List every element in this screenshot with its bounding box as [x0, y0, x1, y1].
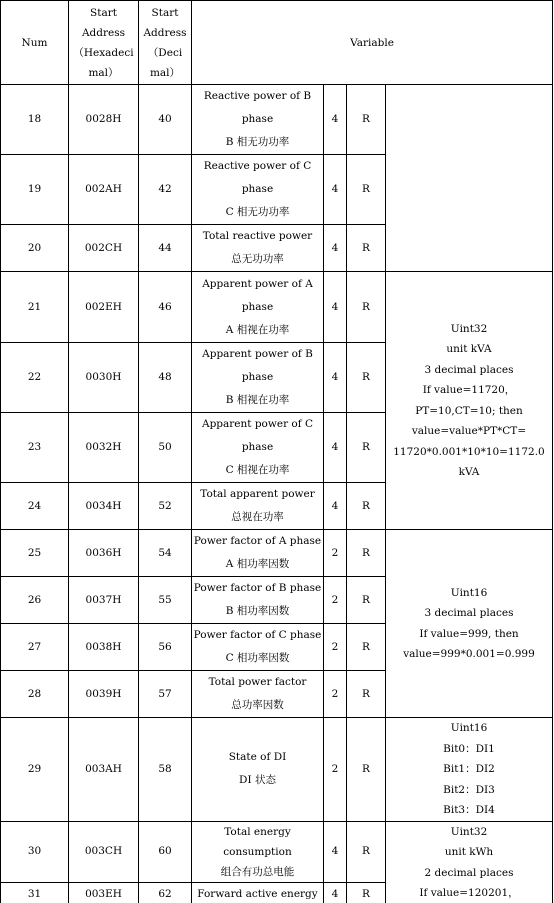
- row-dec-address: 50: [139, 413, 192, 483]
- row-hex-address: 0028H: [69, 85, 139, 155]
- notes-kva-cell: [386, 272, 553, 530]
- row-num: 18: [1, 85, 69, 155]
- name-line: A 相视在功率: [225, 323, 290, 336]
- table-row: [1, 821, 553, 882]
- row-num: 30: [1, 821, 69, 882]
- notes-empty-cell: [386, 85, 553, 272]
- table-row: [1, 85, 553, 155]
- row-num: 22: [1, 343, 69, 413]
- name-line: phase: [241, 113, 274, 125]
- row-length: 2: [324, 624, 347, 671]
- note-line: 3 decimal places: [424, 607, 514, 619]
- name-line: 总无功功率: [231, 253, 284, 265]
- header-dec-line: Address: [143, 26, 187, 39]
- name-line: Power factor of B phase: [193, 582, 322, 594]
- name-line: Power factor of C phase: [193, 629, 322, 641]
- row-dec-address: 48: [139, 343, 192, 413]
- row-hex-address: 0030H: [69, 343, 139, 413]
- name-line: 总功率因数: [231, 699, 284, 711]
- row-variable-name: [192, 530, 324, 577]
- name-line: phase: [241, 441, 274, 453]
- name-line: DI 状态: [239, 774, 276, 787]
- row-variable-name: [192, 821, 324, 882]
- row-access: R: [347, 821, 386, 882]
- header-dec-line: Start: [151, 6, 179, 19]
- name-line: Total reactive power: [202, 230, 313, 242]
- header-hex-line: Address: [81, 26, 126, 39]
- name-line: A 相功率因数: [225, 558, 290, 570]
- note-line: value=value*PT*CT=: [411, 425, 527, 437]
- row-num: 28: [1, 671, 69, 718]
- row-variable-name: [192, 718, 324, 822]
- row-dec-address: 46: [139, 272, 192, 343]
- header-variable: Variable: [192, 1, 553, 85]
- name-line: Reactive power of B: [203, 90, 312, 102]
- row-length: 2: [324, 530, 347, 577]
- row-variable-name: [192, 577, 324, 624]
- name-line: phase: [241, 300, 274, 313]
- name-line: Total apparent power: [200, 488, 315, 500]
- row-access: R: [347, 343, 386, 413]
- row-variable-name: [192, 272, 324, 343]
- notes-kwh-cell: [386, 821, 553, 903]
- name-line: Power factor of A phase: [193, 535, 322, 547]
- name-line: phase: [241, 183, 274, 195]
- note-line: unit kVA: [446, 343, 492, 355]
- row-hex-address: 003CH: [69, 821, 139, 882]
- row-num: 27: [1, 624, 69, 671]
- note-line: Bit2：DI3: [443, 783, 495, 796]
- name-line: Apparent power of A: [202, 277, 313, 290]
- row-dec-address: 52: [139, 483, 192, 530]
- row-dec-address: 54: [139, 530, 192, 577]
- row-dec-address: 40: [139, 85, 192, 155]
- name-line: C 相无功功率: [225, 206, 290, 218]
- name-line: Apparent power of B: [202, 348, 313, 360]
- row-hex-address: 003AH: [69, 718, 139, 822]
- row-dec-address: 60: [139, 821, 192, 882]
- row-num: 21: [1, 272, 69, 343]
- name-line: B 相无功功率: [225, 136, 290, 148]
- row-access: R: [347, 85, 386, 155]
- name-line: Total power factor: [208, 676, 307, 688]
- row-access: R: [347, 272, 386, 343]
- name-line: State of DI: [228, 751, 287, 764]
- note-line: Bit0：DI1: [443, 742, 495, 755]
- header-hex-line: mal）: [88, 66, 119, 79]
- name-line: 组合有功总电能: [220, 865, 295, 878]
- row-access: R: [347, 530, 386, 577]
- note-line: Uint32: [450, 825, 488, 838]
- note-line: value=999*0.001=0.999: [403, 648, 535, 660]
- name-line: Apparent power of C: [201, 418, 314, 430]
- row-access: R: [347, 155, 386, 225]
- row-variable-name: [192, 882, 324, 903]
- row-num: 24: [1, 483, 69, 530]
- row-length: 4: [324, 155, 347, 225]
- row-access: R: [347, 624, 386, 671]
- row-variable-name: [192, 413, 324, 483]
- table-row: [1, 272, 553, 343]
- row-dec-address: 62: [139, 882, 192, 903]
- row-hex-address: 0037H: [69, 577, 139, 624]
- row-variable-name: [192, 343, 324, 413]
- row-length: 2: [324, 718, 347, 822]
- row-access: R: [347, 577, 386, 624]
- row-access: R: [347, 225, 386, 272]
- row-dec-address: 56: [139, 624, 192, 671]
- row-hex-address: 0032H: [69, 413, 139, 483]
- header-start-address-hex: [69, 1, 139, 85]
- notes-power-factor-cell: [386, 530, 553, 718]
- header-dec-line: （Deci: [147, 46, 183, 59]
- name-line: B 相功率因数: [225, 605, 290, 617]
- row-hex-address: 0039H: [69, 671, 139, 718]
- note-line: 2 decimal places: [424, 866, 514, 879]
- name-line: 总视在功率: [231, 511, 284, 523]
- row-access: R: [347, 413, 386, 483]
- name-line: Forward active energy: [197, 888, 318, 900]
- row-num: 20: [1, 225, 69, 272]
- header-hex-line: （Hexadeci: [73, 46, 134, 59]
- note-line: PT=10,CT=10; then: [415, 404, 523, 417]
- table-row: [1, 530, 553, 577]
- row-dec-address: 55: [139, 577, 192, 624]
- note-line: Uint16: [450, 722, 488, 734]
- note-line: If value=11720，: [422, 384, 516, 396]
- name-line: Total energy: [224, 825, 291, 838]
- name-line: C 相功率因数: [225, 652, 290, 664]
- row-num: 25: [1, 530, 69, 577]
- row-dec-address: 42: [139, 155, 192, 225]
- row-length: 4: [324, 343, 347, 413]
- note-line: If value=120201，: [419, 887, 519, 899]
- row-length: 4: [324, 483, 347, 530]
- name-line: consumption: [223, 845, 292, 858]
- header-dec-line: mal）: [149, 66, 181, 79]
- header-start-address-dec: [139, 1, 192, 85]
- header-hex-line: Start: [90, 6, 117, 19]
- row-dec-address: 57: [139, 671, 192, 718]
- row-variable-name: [192, 155, 324, 225]
- row-variable-name: [192, 483, 324, 530]
- note-line: Uint16: [450, 586, 488, 599]
- table-row: [1, 718, 553, 822]
- row-num: 29: [1, 718, 69, 822]
- row-access: R: [347, 483, 386, 530]
- row-variable-name: [192, 671, 324, 718]
- row-length: 4: [324, 821, 347, 882]
- name-line: phase: [241, 371, 274, 383]
- row-num: 26: [1, 577, 69, 624]
- row-hex-address: 0036H: [69, 530, 139, 577]
- row-length: 4: [324, 225, 347, 272]
- row-variable-name: [192, 85, 324, 155]
- row-num: 19: [1, 155, 69, 225]
- row-length: 4: [324, 413, 347, 483]
- note-line: unit kWh: [444, 846, 494, 858]
- name-line: Reactive power of C: [203, 160, 312, 172]
- note-line: kVA: [458, 466, 480, 478]
- row-variable-name: [192, 225, 324, 272]
- row-access: R: [347, 882, 386, 903]
- row-hex-address: 0034H: [69, 483, 139, 530]
- notes-di-cell: [386, 718, 553, 822]
- row-hex-address: 002AH: [69, 155, 139, 225]
- note-line: Bit1：DI2: [443, 763, 495, 775]
- note-line: 11720*0.001*10*10=1172.0: [393, 445, 545, 458]
- row-hex-address: 002CH: [69, 225, 139, 272]
- row-hex-address: 002EH: [69, 272, 139, 343]
- row-dec-address: 58: [139, 718, 192, 822]
- note-line: 3 decimal places: [424, 363, 514, 376]
- row-hex-address: 003EH: [69, 882, 139, 903]
- row-length: 4: [324, 272, 347, 343]
- note-line: Uint32: [450, 322, 488, 335]
- note-line: Bit3：DI4: [443, 804, 495, 816]
- row-num: 31: [1, 882, 69, 903]
- name-line: C 相视在功率: [225, 464, 290, 476]
- row-variable-name: [192, 624, 324, 671]
- row-length: 2: [324, 671, 347, 718]
- row-length: 2: [324, 577, 347, 624]
- row-access: R: [347, 671, 386, 718]
- name-line: B 相视在功率: [225, 394, 290, 406]
- header-num: Num: [1, 1, 69, 85]
- header-row: [1, 1, 553, 85]
- row-hex-address: 0038H: [69, 624, 139, 671]
- row-num: 23: [1, 413, 69, 483]
- row-length: 4: [324, 85, 347, 155]
- note-line: If value=999, then: [419, 627, 519, 640]
- row-access: R: [347, 718, 386, 822]
- row-dec-address: 44: [139, 225, 192, 272]
- row-length: 4: [324, 882, 347, 903]
